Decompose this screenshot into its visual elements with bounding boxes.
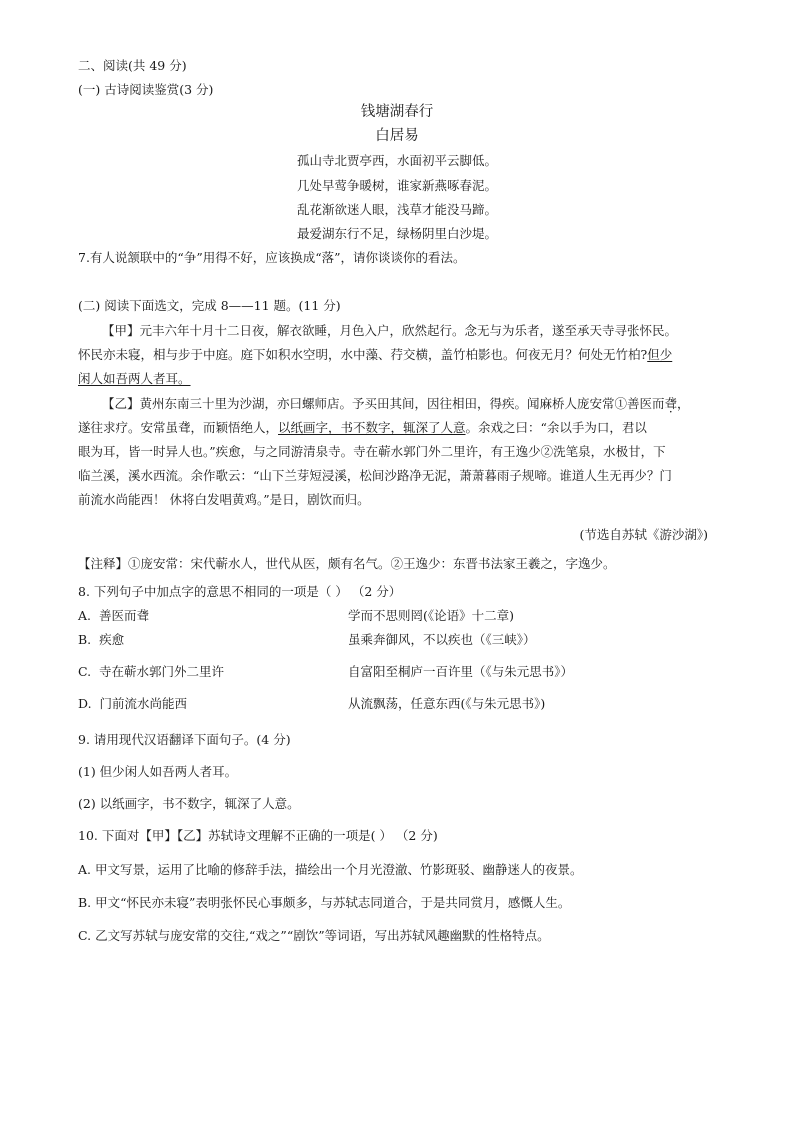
question-8-option: C. 寺在蕲水郭门外二里许 自富阳至桐庐一百许里（《与朱元思书》） [78, 664, 574, 679]
question-10-option-a: A. 甲文写景，运用了比喻的修辞手法，描绘出一个月光澄澈、竹影斑驳、幽静迷人的夜景。 [78, 862, 583, 877]
poem-line: 最爱湖东行不足，绿杨阴里白沙堤。 [296, 226, 497, 241]
question-10-option-c: C. 乙文写苏轼与庞安常的交往,“戏之”“剧饮”等词语，写出苏轼风趣幽默的性格特点。 [78, 928, 550, 943]
poem-author: 白居易 [375, 128, 419, 144]
poem-title: 钱塘湖春行 [360, 104, 434, 120]
passage-jia-line [78, 371, 191, 387]
passage-yi-line: 遂往求疗。安常虽聋，而颖悟绝人，以纸画字，书不数字，辄深了人意。余戏之曰：“余以手为口，君以 [78, 420, 647, 435]
question-8-option: A. 善医而聋 学而不思则罔(《论语》十二章) [78, 608, 515, 623]
underlined-sentence: 以纸画字，书不数字，辄深了人意 [278, 420, 466, 435]
passage-yi-line: 【乙】黄州东南三十里为沙湖，亦曰螺师店。予买田其间，因往相田，得疾。闻麻桥人庞安常①善医而聋， [102, 396, 690, 411]
poem-line: 孤山寺北贾亭西，水面初平云脚低。 [296, 153, 497, 168]
annotation: 【注释】①庞安常：宋代蕲水人，世代从医，颇有名气。②王逸少：东晋书法家王羲之，字逸少。 [78, 556, 616, 571]
underlined-sentence: 但少 [647, 347, 673, 362]
question-8-stem: 8. 下列句子中加点字的意思不相同的一项是（ ） （2 分） [78, 584, 402, 599]
question-7: 7.有人说颔联中的“争”用得不好，应该换成“落”，请你谈谈你的看法。 [78, 250, 466, 265]
question-9-sentence: (1) 但少闲人如吾两人者耳。 [78, 764, 238, 779]
question-8-option: B. 疾愈 虽乘奔御风，不以疾也（《三峡》） [78, 632, 536, 647]
poem-line: 几处早莺争暖树，谁家新燕啄春泥。 [296, 178, 497, 193]
dotted-char: 聋 [664, 396, 678, 411]
poem-line: 乱花渐欲迷人眼，浅草才能没马蹄。 [296, 202, 497, 217]
passage-source: (节选自苏轼《游沙湖》) [579, 527, 708, 542]
question-8-option: D. 门前流水尚能西 从流飘荡，任意东西(《与朱元思书》) [78, 696, 546, 711]
passage-jia-line: 怀民亦未寝，相与步于中庭。庭下如积水空明，水中藻、荇交横，盖竹柏影也。何夜无月？何处无竹柏?但少 [78, 347, 673, 362]
passage-yi-line: 前流水尚能西！ 休将白发唱黄鸡。”是日，剧饮而归。 [78, 492, 370, 507]
underlined-sentence: 闲人如吾两人者耳。 [78, 371, 191, 386]
passage-yi-line: 临兰溪，溪水西流。余作歌云：“山下兰芽短浸溪，松间沙路净无泥，萧萧暮雨子规啼。谁道人生无再少？门 [78, 468, 672, 483]
question-10-option-b: B. 甲文“怀民亦未寝”表明张怀民心事颇多，与苏轼志同道合，于是共同赏月，感慨人生。 [78, 895, 571, 910]
subsection-poetry: (一) 古诗阅读鉴赏(3 分) [78, 82, 214, 97]
question-9-sentence: (2) 以纸画字，书不数字，辄深了人意。 [78, 796, 300, 811]
passage-yi-line: 眼为耳，皆一时异人也。”疾愈，与之同游清泉寺。寺在蕲水郭门外二里许，有王逸少②洗笔泉，水极甘，下 [78, 444, 666, 459]
subsection-prose: (二) 阅读下面选文，完成 8——11 题。(11 分) [78, 298, 341, 313]
question-10-stem: 10. 下面对【甲】【乙】苏轼诗文理解不正确的一项是( ） （2 分) [78, 828, 438, 843]
question-9-stem: 9. 请用现代汉语翻译下面句子。(4 分) [78, 732, 291, 747]
passage-jia-line: 【甲】元丰六年十月十二日夜，解衣欲睡，月色入户，欣然起行。念无与为乐者，遂至承天寺寻张怀民。 [102, 323, 678, 338]
section-heading: 二、阅读(共 49 分) [78, 58, 187, 73]
